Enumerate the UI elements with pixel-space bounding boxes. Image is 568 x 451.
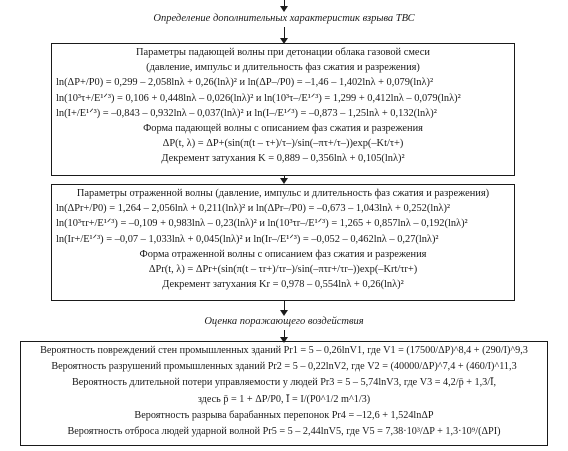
header-top: Определение дополнительных характеристик взрыва ТВС	[153, 13, 415, 24]
box2-decrement: Декремент затухания Kr = 0,978 – 0,554lnλ + 0,26(lnλ)²	[162, 279, 404, 291]
box1-formula-impulse: ln(I+/E¹ᐟ³) = –0,843 – 0,932lnλ – 0,037(lnλ)² и ln(I–/E¹ᐟ³) = –0,873 – 1,25lnλ + 0,132(lnλ)²	[56, 107, 437, 119]
box1-formula-pressure: ln(ΔP+/P0) = 0,299 – 2,058lnλ + 0,26(lnλ)² и ln(ΔP–/P0) = –1,46 – 1,402lnλ + 0,079(lnλ)²	[56, 77, 434, 89]
box1-shape-formula: ΔP(t, λ) = ΔP+(sin(π(t – τ+)/τ–)/sin(–πτ+/τ–))exp(–Kt/τ+)	[162, 138, 404, 150]
box1-title: Параметры падающей волны при детонации облака газовой смеси	[136, 47, 430, 58]
header-middle: Оценка поражающего воздействия	[204, 316, 364, 327]
box3-throw: Вероятность отброса людей ударной волной Pr5 = 5 – 2,44lnV5, где V5 = 7,38·10³/ΔP + 1,3·10⁹/(ΔPI)	[67, 426, 501, 438]
box1-shape-title: Форма падающей волны с описанием фаз сжатия и разрежения	[143, 123, 423, 135]
box2-shape-formula: ΔPr(t, λ) = ΔPr+(sin(π(t – τr+)/τr–)/sin(–πτr+/τr–))exp(–Krt/τr+)	[148, 264, 418, 276]
incident-wave-box	[51, 43, 515, 176]
box2-formula-impulse: ln(Ir+/E¹ᐟ³) = –0,07 – 1,033lnλ + 0,045(lnλ)² и ln(Ir–/E¹ᐟ³) = –0,052 – 0,462lnλ – 0,27(lnλ)²	[56, 233, 439, 245]
box3-control-loss: Вероятность длительной потери управляемости у людей Pr3 = 5 – 5,74lnV3, где V3 = 4,2/p̄ + 1,3/Ī,	[71, 377, 497, 389]
box3-definitions: здесь p̄ = 1 + ΔP/P0, Ī = I/(P0^1/2 m^1/3)	[197, 393, 371, 405]
box2-formula-pressure: ln(ΔPr+/P0) = 1,264 – 2,056lnλ + 0,211(lnλ)² и ln(ΔPr–/P0) = –0,673 – 1,043lnλ + 0,252(lnλ)²	[56, 203, 451, 215]
box1-subtitle: (давление, импульс и длительность фаз сжатия и разрежения)	[146, 62, 420, 74]
box2-shape-title: Форма отраженной волны с описанием фаз сжатия и разрежения	[139, 248, 427, 260]
box2-formula-duration: ln(10³τr+/E¹ᐟ³) = –0,109 + 0,983lnλ – 0,23(lnλ)² и ln(10³τr–/E¹ᐟ³) = 1,265 + 0,857lnλ – 0,192(lnλ)²	[56, 218, 468, 230]
box3-walls: Вероятность повреждений стен промышленных зданий Pr1 = 5 – 0,26lnV1, где V1 = (17500/ΔP)^8,4 + (290/I)^9,3	[40, 345, 528, 356]
box1-decrement: Декремент затухания K = 0,889 – 0,356lnλ + 0,105(lnλ)²	[161, 153, 405, 165]
box3-eardrum: Вероятность разрыва барабанных перепонок Pr4 = –12,6 + 1,524lnΔP	[134, 409, 434, 421]
box2-title: Параметры отраженной волны (давление, импульс и длительность фаз сжатия и разрежения)	[76, 188, 490, 199]
box3-destruction: Вероятность разрушений промышленных зданий Pr2 = 5 – 0,22lnV2, где V2 = (40000/ΔP)^7,4 + (460/I)^11,3	[51, 361, 517, 373]
box1-formula-duration: ln(10³τ+/E¹ᐟ³) = 0,106 + 0,448lnλ – 0,026(lnλ)² и ln(10³τ–/E¹ᐟ³) = 1,299 + 0,412lnλ – 0,079(lnλ)²	[56, 92, 461, 104]
reflected-wave-box	[51, 184, 515, 301]
damage-assessment-box	[20, 341, 548, 446]
